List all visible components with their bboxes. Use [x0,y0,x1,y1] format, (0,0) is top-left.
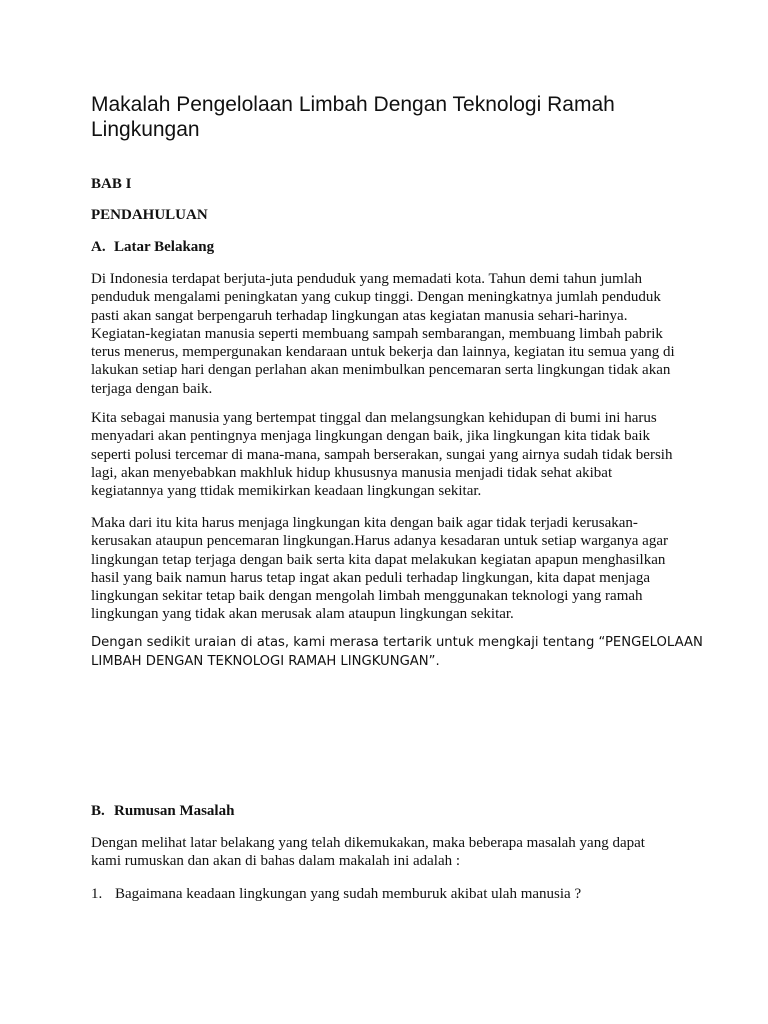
paragraph-line: hasil yang baik namun harus tetap ingat akan peduli terhadap lingkungan, kita dapat menjaga [91,569,650,586]
paragraph-line: Di Indonesia terdapat berjuta-juta penduduk yang memadati kota. Tahun demi tahun jumlah [91,271,643,287]
paragraph [91,409,681,500]
paragraph-line: Kita sebagai manusia yang bertempat tinggal dan melangsungkan kehidupan di bumi ini harus [91,410,657,426]
paragraph-line: seperti polusi tercemar di mana-mana, sampah berserakan, sungai yang airnya sudah tidak bersih [91,446,673,463]
paragraph [91,270,681,398]
paragraph-line: lingkungan tetap terjaga dengan baik serta kita dapat melakukan kegiatan apapun menghasilkan [91,551,666,568]
title-line: Lingkungan [91,118,200,141]
paragraph [91,514,681,624]
paragraph-line: menyadari akan pentingnya menjaga lingkungan dengan baik, jika lingkungan kita tidak baik [91,428,651,445]
paragraph-line: lakukan setiap hari dengan perlahan akan menimbulkan pencemaran serta lingkungan tidak akan [91,362,671,379]
paragraph-line: Dengan sedikit uraian di atas, kami merasa tertarik untuk mengkaji tentang “PENGELOLAAN [91,635,703,650]
title-line: Makalah Pengelolaan Limbah Dengan Teknologi Ramah [91,93,615,116]
paragraph-line: terus menerus, mempergunakan kendaraan untuk bekerja dan lainnya, kegiatan itu semua yang di [91,344,675,361]
paragraph-line: Maka dari itu kita harus menjaga lingkungan kita dengan baik agar tidak terjadi kerusakan- [91,515,638,531]
paragraph-line: pasti akan sangat berpengaruh terhadap lingkungan atas kegiatan manusia sehari-harinya. [91,307,628,324]
paragraph-line: lagi, akan menyebabkan makhluk hidup khususnya manusia menjadi tidak sehat akibat [91,464,613,481]
chapter-title: PENDAHULUAN [91,207,208,223]
list-item [91,885,581,903]
paragraph-line: terjaga dengan baik. [91,380,213,397]
section-a-letter: A. [91,239,106,255]
paragraph-line: Kegiatan-kegiatan manusia seperti membuang sampah sembarangan, membuang limbah pabrik [91,325,663,342]
paragraph-line: kami rumuskan dan akan di bahas dalam makalah ini adalah : [91,853,461,870]
paragraph-line: kerusakan ataupun pencemaran lingkungan.Harus adanya kesadaran untuk setiap warganya agar [91,533,668,550]
section-a-title: Latar Belakang [114,239,215,255]
section-b-letter: B. [91,803,105,819]
paragraph-line: kegiatannya yang ttidak memikirkan keadaan lingkungan sekitar. [91,483,482,500]
section-b-heading [91,802,234,820]
list-item-text: Bagaimana keadaan lingkungan yang sudah memburuk akibat ulah manusia ? [115,886,582,902]
section-a-heading [91,238,214,256]
paragraph-line: lingkungan sekitar tetap baik dengan mengolah limbah menggunakan teknologi yang ramah [91,588,643,605]
paragraph [91,834,681,871]
chapter-label: BAB I [91,176,132,192]
paragraph-line: LIMBAH DENGAN TEKNOLOGI RAMAH LINGKUNGAN”. [91,653,440,669]
section-b-title: Rumusan Masalah [114,803,235,819]
paragraph-line: lingkungan yang tidak akan merusak alam ataupun lingkungan sekitar. [91,606,514,623]
paragraph-line: penduduk mengalami peningkatan yang cukup tinggi. Dengan meningkatnya jumlah penduduk [91,289,661,306]
closing-paragraph [91,634,703,671]
list-item-number: 1. [91,886,103,902]
paragraph-line: Dengan melihat latar belakang yang telah dikemukakan, maka beberapa masalah yang dapat [91,835,645,851]
document-title [91,92,691,142]
